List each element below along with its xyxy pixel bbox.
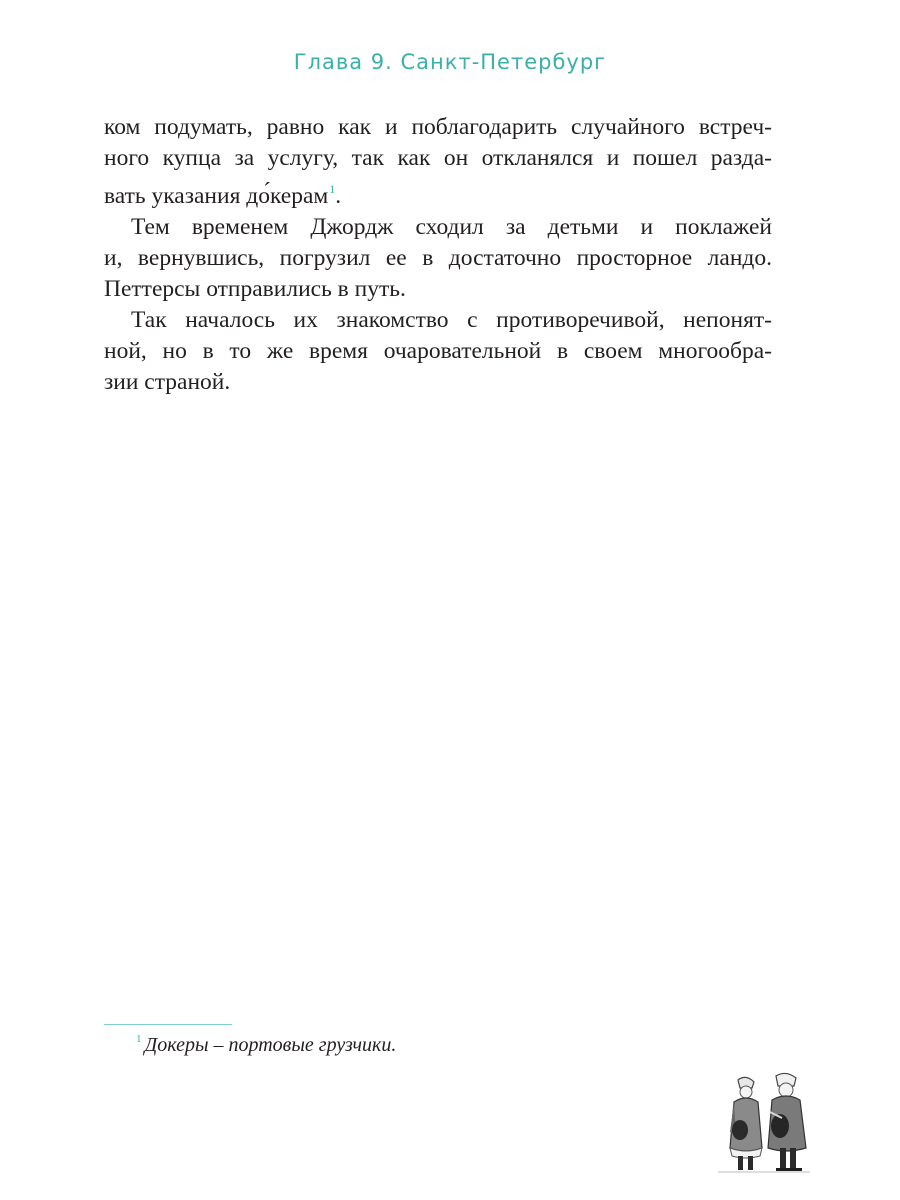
footnote-number: 1	[136, 1033, 142, 1045]
paragraph-text: .	[335, 183, 342, 209]
paragraph-line: ком подумать, равно как и поблагодарить случайного встреч-	[104, 114, 772, 140]
paragraph-line: зии страной.	[104, 369, 231, 395]
paragraph-line	[104, 174, 772, 212]
paragraph-line: Петтерсы отправились в путь.	[104, 276, 406, 302]
footnote-reference[interactable]: 1	[329, 182, 336, 196]
paragraph-line: Так началось их знакомство с противоречивой, непонят-	[131, 307, 772, 333]
paragraph-line: Тем временем Джордж сходил за детьми и поклажей	[131, 214, 772, 240]
running-header: Глава 9. Санкт-Петербург	[293, 50, 607, 74]
paragraph-line: и, вернувшись, погрузил ее в достаточно просторное ландо.	[104, 245, 772, 271]
body-text	[104, 112, 772, 398]
left-figure-icon	[730, 1077, 762, 1170]
right-figure-icon	[768, 1073, 806, 1171]
paragraph-text: вать указания до́керам	[104, 183, 329, 209]
footnote-divider	[104, 1024, 232, 1025]
footnote-text: Докеры – портовые грузчики.	[144, 1034, 397, 1056]
two-figures-in-winter-coats-illustration	[700, 1072, 818, 1176]
paragraph-line: ного купца за услугу, так как он откланялся и пошел разда-	[104, 145, 772, 171]
paragraph-line: ной, но в то же время очаровательной в своем многообра-	[104, 338, 772, 364]
footnote	[136, 1033, 396, 1057]
